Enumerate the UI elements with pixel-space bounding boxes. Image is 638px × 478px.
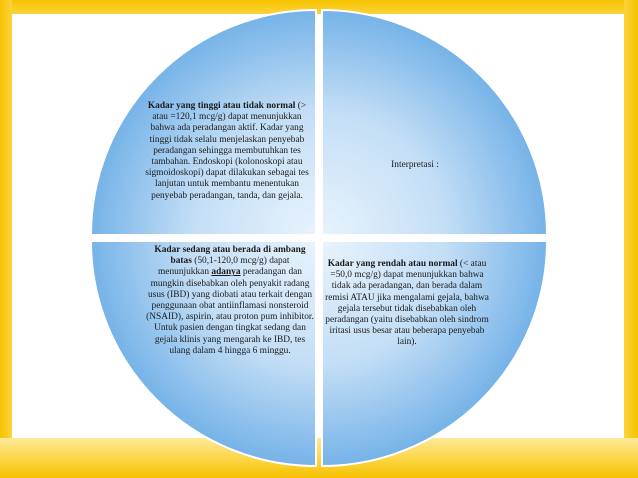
quadrant-bottom-left-emphasis: adanya <box>211 267 241 278</box>
quadrant-top-right-text <box>360 160 470 171</box>
slice-top-right <box>322 10 547 235</box>
quadrant-bottom-left-title: Kadar sedang atau berada di ambang batas <box>154 245 306 267</box>
quadrant-bottom-left-body-a: (50,1-120,0 mcg/g) dapat menunjukkan <box>157 256 290 278</box>
quadrant-bottom-left-text <box>145 245 315 357</box>
quadrant-top-left-title: Kadar yang tinggi atau tidak normal <box>147 101 296 111</box>
quadrant-bottom-right-text <box>322 259 492 349</box>
quadrant-bottom-right-title: Kadar yang rendah atau normal <box>327 259 458 269</box>
quadrant-top-left-body: (> atau =120,1 mcg/g) dapat menunjukkan bahwa ada peradangan aktif. Kadar yang tinggi tidak selalu menjelaskan penyebab peradangan sehingga membutuhkan tes tambahan. Endoskopi (kolonoskopi atau sigmoidoskopi) dapat dilakukan sebagai tes lanjutan untuk membantu menentukan penyebab peradangan, tanda, dan gejala. <box>145 101 309 201</box>
quadrant-bottom-right-body: (< atau =50,0 mcg/g) dapat menunjukkan bahwa tidak ada peradangan, dan berada dalam remisi ATAU jika mengalami gejala, bahwa gejala tersebut tidak disebabkan oleh peradangan (yaitu disebabkan oleh sindrom iritasi usus besar atau beberapa penyebab lain). <box>325 259 489 348</box>
quadrant-top-left-text <box>141 101 313 202</box>
quadrant-bottom-left-body-b: peradangan dan mungkin disebabkan oleh penyakit radang usus (IBD) yang diobati atau terkait dengan penggunaan obat antiinflamasi nonsteroid (NSAID), aspirin, atau proton pum inhibitor. Untuk pasien dengan tingkat sedang dan gejala klinis yang mengarah ke IBD, tes ulang dalam 4 hingga 6 minggu. <box>146 267 314 356</box>
quadrant-top-right-body: Interpretasi : <box>391 160 439 170</box>
